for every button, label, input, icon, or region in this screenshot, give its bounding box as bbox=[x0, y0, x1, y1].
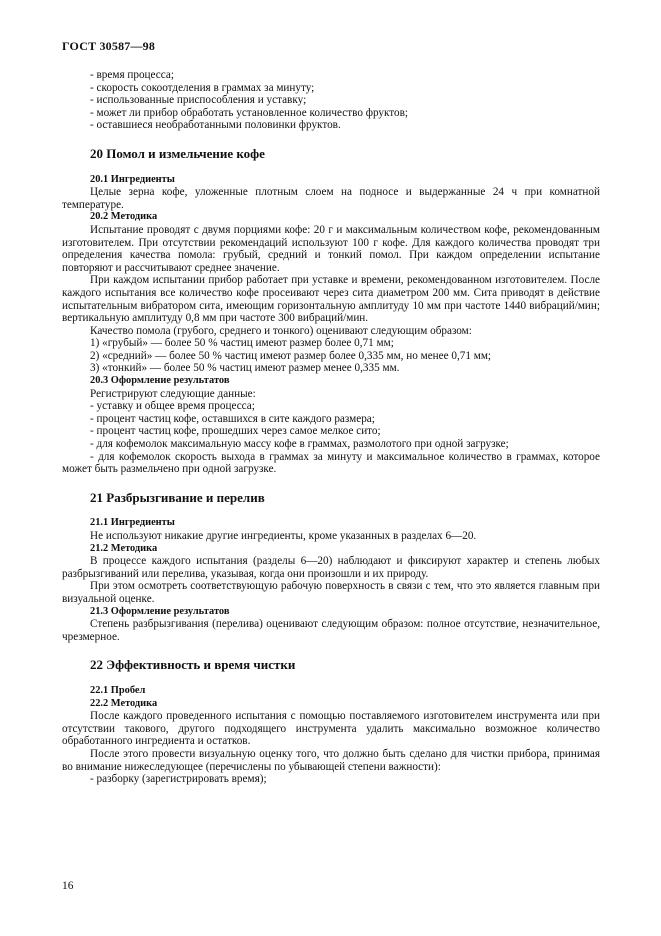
subsection-heading: 20.2 Методика bbox=[90, 211, 158, 223]
paragraph: Не используют никакие другие ингредиенты, кроме указанных в разделах 6—20. bbox=[90, 530, 477, 542]
list-item: 3) «тонкий» — более 50 % частиц имеют размер менее 0,335 мм. bbox=[90, 362, 400, 375]
subsection-heading: 21.3 Оформление результатов bbox=[90, 605, 230, 617]
paragraph: Степень разбрызгивания (перелива) оценивают следующим образом: полное отсутствие, незначительное, чрезмерное. bbox=[62, 618, 600, 643]
paragraph: После этого провести визуальную оценку того, что должно быть сделано для чистки прибора, принимая во внимание нижеследующее (перечислены по убывающей степени важности): bbox=[62, 747, 600, 773]
paragraph: Испытание проводят с двумя порциями кофе: 20 г и максимальным количеством кофе, рекомендованным изготовителем. При отсутствии рекомендаций используют 100 г кофе. Для каждого количества проводят три определения качества помола: грубый, средний и тонкий помол. При каждом определении испытание повторяют и рассчитывают среднее значение. bbox=[62, 223, 600, 274]
list-item: - процент частиц кофе, прошедших через самое мелкое сито; bbox=[90, 425, 381, 438]
list-item: 2) «средний» — более 50 % частиц имеют размер более 0,335 мм, но менее 0,71 мм; bbox=[90, 349, 492, 362]
list-item: - для кофемолок скорость выхода в граммах за минуту и максимальное количество в граммах, которое может быть размельчено при одной загрузке. bbox=[62, 450, 600, 476]
standard-header: ГОСТ 30587—98 bbox=[62, 39, 156, 53]
subsection-heading: 20.3 Оформление результатов bbox=[90, 375, 230, 387]
subsection-heading: 21.1 Ингредиенты bbox=[90, 517, 175, 529]
paragraph: Регистрируют следующие данные: bbox=[90, 387, 256, 400]
list-item: - разборку (зарегистрировать время); bbox=[90, 773, 267, 786]
list-item: - уставку и общее время процесса; bbox=[90, 400, 255, 413]
list-item: - время процесса; bbox=[90, 69, 174, 81]
paragraph: После каждого проведенного испытания с помощью поставляемого изготовителем инструмента или при отсутствии такового, другого подходящего инструмента удалить максимально возможное количество обработанного ингредиента и остатков. bbox=[62, 710, 600, 748]
subsection-heading: 22.2 Методика bbox=[90, 697, 158, 709]
section-22-title: 22 Эффективность и время чистки bbox=[90, 657, 296, 673]
paragraph: Целые зерна кофе, уложенные плотным слоем на подносе и выдержанные 24 ч при комнатной температуре. bbox=[62, 186, 600, 211]
list-item: - процент частиц кофе, оставшихся в сите каждого размера; bbox=[90, 412, 375, 425]
section-21-title: 21 Разбрызгивание и перелив bbox=[90, 489, 265, 505]
list-item: - для кофемолок максимальную массу кофе в граммах, размолотого при одной загрузке; bbox=[90, 438, 509, 451]
subsection-heading: 22.1 Пробел bbox=[90, 684, 146, 696]
paragraph: В процессе каждого испытания (разделы 6—20) наблюдают и фиксируют характер и степень любых разбрызгиваний или перелива, указывая, когда они произошли и их природу. bbox=[62, 555, 600, 580]
paragraph: При каждом испытании прибор работает при уставке и времени, рекомендованном изготовителем. После каждого испытания все количество кофе просеивают через сита диаметром 200 мм. Сита приводят в действие испытательным вибратором сита, имеющим горизонтальную амплитуду 10 мм при частоте 1440 вибраций/мин; вертикальную амплитуду 0,8 мм при частоте 300 вибраций/мин. bbox=[62, 274, 600, 325]
subsection-heading: 21.2 Методика bbox=[90, 542, 158, 554]
section-20-title: 20 Помол и измельчение кофе bbox=[90, 145, 265, 161]
paragraph: Качество помола (грубого, среднего и тонкого) оценивают следующим образом: bbox=[90, 324, 472, 337]
subsection-heading: 20.1 Ингредиенты bbox=[90, 173, 175, 185]
list-item: 1) «грубый» — более 50 % частиц имеют размер более 0,71 мм; bbox=[90, 337, 394, 350]
list-item: - скорость сокоотделения в граммах за минуту; bbox=[90, 81, 315, 94]
paragraph: При этом осмотреть соответствующую рабочую поверхность в связи с тем, что это является главным при визуальной оценке. bbox=[62, 580, 600, 605]
page-number: 16 bbox=[62, 880, 74, 892]
document-body bbox=[62, 69, 600, 786]
list-item: - оставшиеся необработанными половинки фруктов. bbox=[90, 119, 341, 132]
list-item: - использованные приспособления и уставку; bbox=[90, 94, 307, 107]
list-item: - может ли прибор обработать установленное количество фруктов; bbox=[90, 106, 409, 119]
